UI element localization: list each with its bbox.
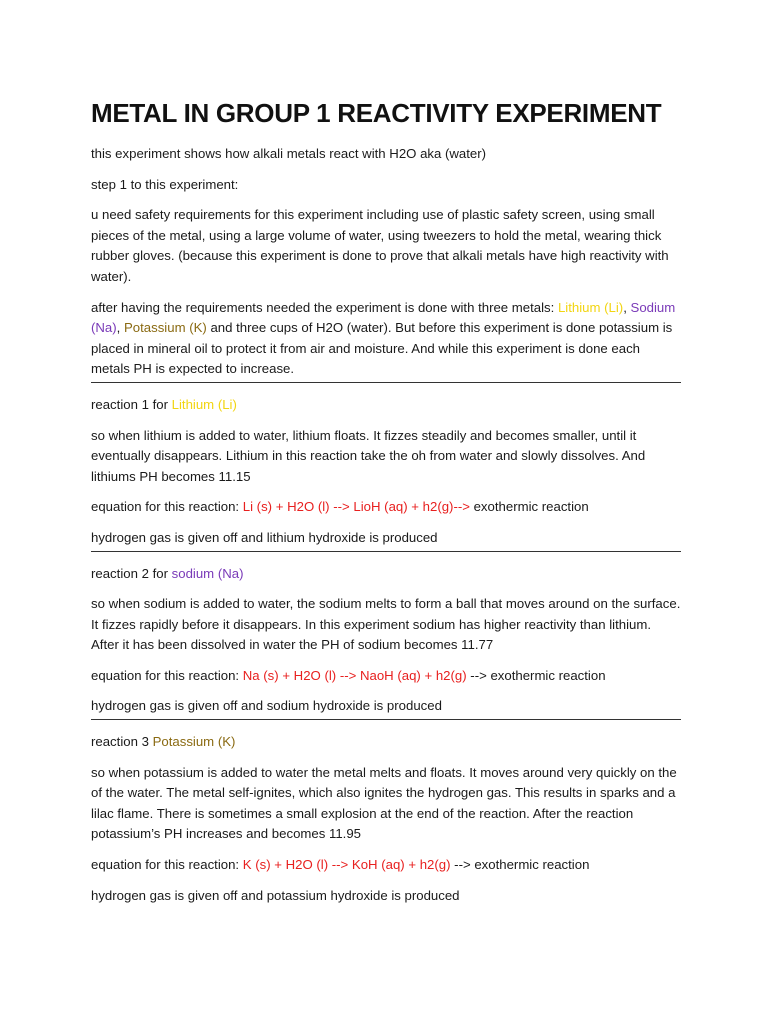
reaction-heading-prefix: reaction 1 for (91, 396, 172, 412)
reaction-3-section (91, 732, 681, 906)
reaction-1-heading (91, 395, 681, 416)
requirements-text-before: after having the requirements needed the experiment is done with three metals: (91, 299, 558, 315)
reaction-2-heading (91, 564, 681, 585)
reaction-1-section (91, 395, 681, 552)
chemical-equation: Li (s) + H2O (l) --> LioH (aq) + h2(g)--> (242, 499, 470, 515)
separator: , (623, 299, 631, 315)
requirements-section (91, 298, 681, 383)
reaction-1-description: so when lithium is added to water, lithium floats. It fizzes steadily and becomes smaller, until it eventually disappears. Lithium in this reaction take the oh from water and slowly dissolves. And lithiums PH becomes 11.15 (91, 427, 646, 484)
document-title: METAL IN GROUP 1 REACTIVITY EXPERIMENT (91, 98, 662, 128)
chemical-equation: K (s) + H2O (l) --> KoH (aq) + h2(g) (242, 857, 451, 873)
lithium-label: Lithium (Li) (557, 299, 624, 315)
equation-prefix: equation for this reaction: (91, 667, 243, 683)
reaction-3-result: hydrogen gas is given off and potassium hydroxide is produced (91, 887, 460, 903)
separator: , (116, 320, 124, 336)
reaction-2-equation (91, 666, 681, 687)
reaction-3-equation (91, 855, 681, 876)
equation-suffix: --> exothermic reaction (466, 667, 606, 683)
potassium-label: Potassium (K) (123, 320, 207, 336)
reaction-heading-prefix: reaction 2 for (91, 565, 172, 581)
reaction-2-section (91, 564, 681, 721)
sodium-label: Sodium (Na) (91, 299, 676, 336)
equation-suffix: exothermic reaction (469, 499, 589, 515)
reaction-1-result: hydrogen gas is given off and lithium hydroxide is produced (91, 529, 438, 545)
reaction-heading-metal: Potassium (K) (152, 734, 236, 750)
reaction-heading-metal: Lithium (Li) (171, 396, 237, 412)
reaction-3-description: so when potassium is added to water the metal melts and floats. It moves around very quickly on the of the water. The metal self-ignites, which also ignites the hydrogen gas. This results in sparks and a lilac flame. There is sometimes a small explosion at the end of the reaction. After the reaction potassium’s PH increases and becomes 11.95 (91, 764, 677, 842)
requirements-text-after: and three cups of H2O (water). But before this experiment is done potassium is placed in mineral oil to protect it from air and moisture. And while this experiment is done each metals PH is expected to increase. (91, 320, 673, 377)
reaction-2-description: so when sodium is added to water, the sodium melts to form a ball that moves around on the surface. It fizzes rapidly before it disappears. In this experiment sodium has higher reactivity than lithium. After it has been dissolved in water the PH of sodium becomes 11.77 (91, 596, 681, 653)
reaction-2-result: hydrogen gas is given off and sodium hydroxide is produced (91, 698, 442, 714)
reaction-heading-prefix: reaction 3 (91, 734, 153, 750)
requirements-paragraph (91, 298, 681, 380)
equation-prefix: equation for this reaction: (91, 499, 243, 515)
safety-paragraph: u need safety requirements for this experiment including use of plastic safety screen, using small pieces of the metal, using a large volume of water, using tweezers to hold the metal, wearing thick rubber gloves. (because this experiment is done to prove that alkali metals have high reactivity with water). (91, 207, 669, 284)
intro-paragraph: this experiment shows how alkali metals react with H2O aka (water) (91, 146, 487, 161)
document-page (91, 96, 681, 916)
reaction-1-equation (91, 497, 681, 518)
step-heading: step 1 to this experiment: (91, 176, 239, 192)
equation-suffix: --> exothermic reaction (450, 857, 590, 873)
chemical-equation: Na (s) + H2O (l) --> NaoH (aq) + h2(g) (242, 667, 467, 683)
reaction-heading-metal: sodium (Na) (171, 565, 244, 581)
equation-prefix: equation for this reaction: (91, 857, 243, 873)
reaction-3-heading (91, 732, 681, 753)
